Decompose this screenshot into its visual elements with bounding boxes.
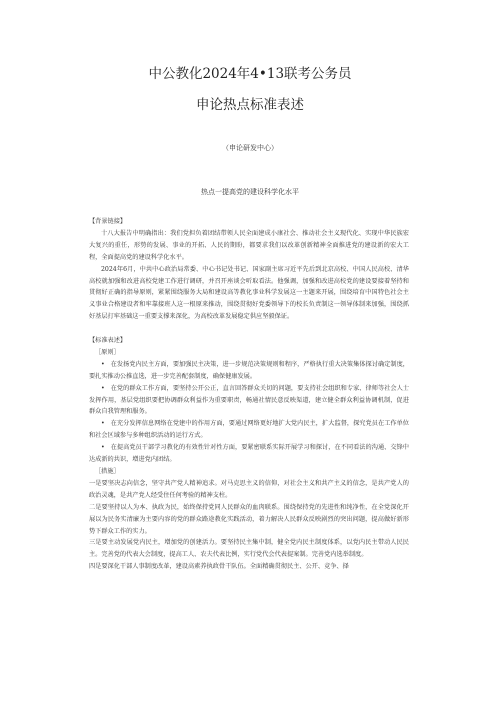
principle-item: • 在充分发挥信息网络在党建中的作用方面，要通过网络更好地扩大党内民主，扩大监督，探究党员在工作单位和社会区域参与多种组织活动的运行方式。 [89,418,409,442]
measure-item: 一是要坚决志向信念，坚守共产党人精神追求。对马克思主义的信仰，对社会主义和共产主义的信念，是共产党人的政治灵魂，是共产党人经受住任何考验的精神支柱。 [89,479,409,499]
measure-item: 二是要坚持以人为本、执政为民，始终保持党同人民群众的血肉联系。围绕保持党的先进性和纯净性，在全党深化开展以为民务实清廉为主要内容的党的群众路途教化实践活动，着力解决人民群众反映剧烈的突出问题，提高做好新形势下群众工作的实力。 [89,503,409,535]
principle-item: • 在党的群众工作方面，要坚持公开公正，直言回答群众关切的问题，要支持社会组织和专家、律师等社会人士发挥作用，基层党组织要把协调群众利益作为重要职责，畅通社情民意反映渠道，建立健全群众利益协调机制，促进群众自我管理和服务。 [89,383,409,419]
document-subtitle: 申论热点标准表述 [196,97,304,113]
principle-item: • 在发扬党内民主方面，要加强民主决策，进一步规范决策规则和程序，严格执行重大决策集体探讨确定制度，要扎实推动公推直选，进一步完善配套制度，确保健康发展。 [89,359,409,383]
measure-item: 三是要主动发展党内民主，增加党的创建活力。要坚持民主集中制，健全党内民主制度体系，以党内民主带动人民民主。完善党的代表大会制度，提高工人、农夫代表比例，实行党代会代表提案制。完善党内选举制度。 [89,539,409,559]
principle-heading: ［原则］ [95,348,120,356]
measure-item: 四是要深化干部人事制度改革，建设高素养执政骨干队伍。全面精确贯彻民主、公开、竞争、择 [89,563,349,571]
topic-heading: 热点一提高党的建设科学化水平 [201,188,299,196]
document-title: 中公教化2024年4•13联考公务员 [148,66,352,82]
author-line: （申论研发中心） [222,144,278,152]
background-paragraph: 十八大报告中明确指出：我们党担负着团结带领人民全面建成小康社会、推动社会主义现代化、实现中华民族宏大复兴的重任，形势的发展、事业的开拓、人民的期盼，都要求我们以改革创新精神全面推进党的建设新的宏大工程，全面提高党的建设科学化水平。 [89,229,409,261]
background-paragraph: 2024年6月，中共中心政治局常委、中心书记处书记、国家副主席习近平先后到北京高校、中国人民高校、清华高校就加强和改进高校党建工作进行调研，并召开座谈会听取看法。他强调，加强和改进高校党的建设要接着坚持和贯彻好正确的指导原则，紧紧围绕服务大局和建设高等教化事业科学发展这一主题来开展，围绕培育中国特色社会主义事业合格建设者和牢靠接班人这一根原来推动，围绕贯彻好党委领导下的校长负责制这一领导体制来加强，围绕抓好基层打牢基础这一重要支撑来深化，为高校改革发展稳定供应坚毅保证。 [89,265,409,321]
principle-item: • 在提高党员干部学习教化的有效性针对性方面，要紧密联系实际开展学习和探讨，在不同看法的沟通、交锋中达成新的共识，增进党内团结。 [89,442,409,466]
background-heading: 【背景链接】 [89,218,127,225]
document-body [89,216,409,573]
measures-heading: ［措施］ [95,468,120,476]
standard-heading: 【标准表述】 [89,337,127,345]
